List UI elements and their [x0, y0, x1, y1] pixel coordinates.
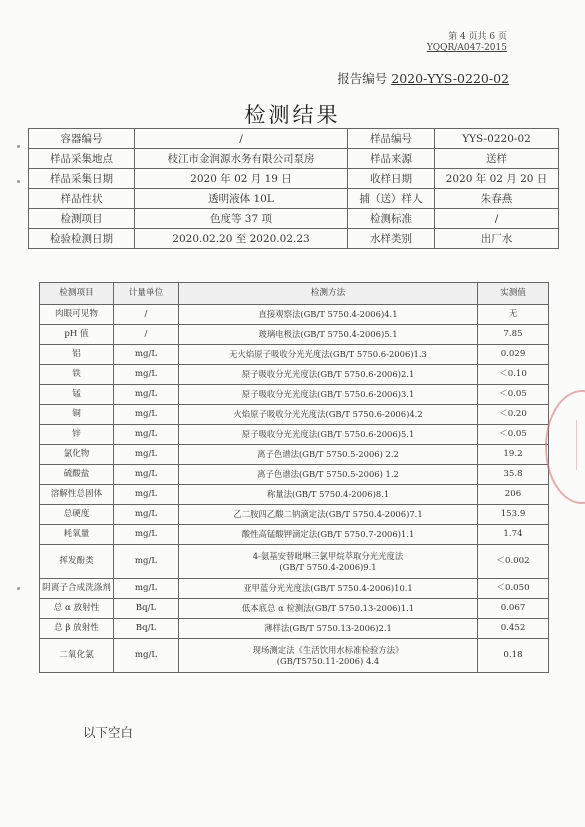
result-unit: mg/L — [114, 485, 179, 505]
info-row — [29, 189, 559, 209]
info-value: 2020.02.20 至 2020.02.23 — [135, 229, 348, 249]
result-method: 直接观察法(GB/T 5750.4-2006)4.1 — [179, 305, 478, 325]
result-method: 无火焰原子吸收分光光度法(GB/T 5750.6-2006)1.3 — [179, 345, 478, 365]
binding-hole-dot — [17, 180, 20, 183]
result-row — [40, 385, 549, 405]
info-row — [29, 169, 559, 189]
header-value: 实测值 — [478, 283, 549, 305]
info-label: 捕（送）样人 — [348, 189, 435, 209]
result-item: 铁 — [40, 365, 114, 385]
page-number: 第 4 页共 6 页 — [448, 32, 507, 42]
results-table — [39, 282, 549, 673]
result-row — [40, 639, 549, 673]
page-info — [427, 32, 507, 54]
page-title: 检测结果 — [244, 103, 341, 127]
result-item: 锰 — [40, 385, 114, 405]
result-method: 原子吸收分光光度法(GB/T 5750.6-2006)2.1 — [179, 365, 478, 385]
info-label: 收样日期 — [348, 169, 435, 189]
info-label: 水样类别 — [348, 229, 435, 249]
result-row — [40, 405, 549, 425]
result-row — [40, 579, 549, 599]
info-value: 出厂水 — [435, 229, 559, 249]
result-value: 0.452 — [478, 619, 549, 639]
result-unit: mg/L — [114, 425, 179, 445]
result-method: 酸性高锰酸钾滴定法(GB/T 5750.7-2006)1.1 — [179, 525, 478, 545]
result-value: 0.067 — [478, 599, 549, 619]
result-item: 阴离子合成洗涤剂 — [40, 579, 114, 599]
report-number — [337, 69, 509, 87]
result-item: 铝 — [40, 345, 114, 365]
result-method: 称量法(GB/T 5750.4-2006)8.1 — [179, 485, 478, 505]
result-value: 0.029 — [478, 345, 549, 365]
result-unit: mg/L — [114, 525, 179, 545]
stamp-seal-mark — [576, 420, 585, 470]
result-unit: mg/L — [114, 579, 179, 599]
info-label: 检测项目 — [29, 209, 135, 229]
result-method: 原子吸收分光光度法(GB/T 5750.6-2006)3.1 — [179, 385, 478, 405]
result-item: 氯化物 — [40, 445, 114, 465]
result-value: ＜0.05 — [478, 385, 549, 405]
header-unit: 计量单位 — [114, 283, 179, 305]
result-method: 亚甲蓝分光光度法(GB/T 5750.4-2006)10.1 — [179, 579, 478, 599]
header-item: 检测项目 — [40, 283, 114, 305]
info-value: / — [135, 129, 348, 149]
result-value: 1.74 — [478, 525, 549, 545]
result-row — [40, 365, 549, 385]
result-item: 挥发酚类 — [40, 545, 114, 579]
result-method: 低本底总 α 检测法(GB/T 5750.13-2006)1.1 — [179, 599, 478, 619]
result-item: 铜 — [40, 405, 114, 425]
binding-hole-dot — [17, 145, 20, 148]
result-method: 乙二胺四乙酸二钠滴定法(GB/T 5750.4-2006)7.1 — [179, 505, 478, 525]
report-number-value: 2020-YYS-0220-02 — [391, 71, 509, 86]
result-row — [40, 325, 549, 345]
info-label: 样品性状 — [29, 189, 135, 209]
result-unit: mg/L — [114, 385, 179, 405]
info-label: 容器编号 — [29, 129, 135, 149]
result-method: 原子吸收分光光度法(GB/T 5750.6-2006)5.1 — [179, 425, 478, 445]
result-value: ＜0.05 — [478, 425, 549, 445]
result-unit: mg/L — [114, 639, 179, 673]
result-method: 玻璃电极法(GB/T 5750.4-2006)5.1 — [179, 325, 478, 345]
info-label: 样品采集地点 — [29, 149, 135, 169]
result-unit: mg/L — [114, 545, 179, 579]
result-value: 无 — [478, 305, 549, 325]
result-row — [40, 619, 549, 639]
result-value: 19.2 — [478, 445, 549, 465]
info-label: 样品采集日期 — [29, 169, 135, 189]
info-label: 样品编号 — [348, 129, 435, 149]
result-row — [40, 305, 549, 325]
result-value: ＜0.002 — [478, 545, 549, 579]
blank-below-note: 以下空白 — [83, 725, 134, 740]
result-row — [40, 525, 549, 545]
info-value: 枝江市金润源水务有限公司泵房 — [135, 149, 348, 169]
result-row — [40, 485, 549, 505]
result-value: ＜0.10 — [478, 365, 549, 385]
result-row — [40, 425, 549, 445]
info-label: 检验检测日期 — [29, 229, 135, 249]
header-method: 检测方法 — [179, 283, 478, 305]
result-method: 火焰原子吸收分光光度法(GB/T 5750.6-2006)4.2 — [179, 405, 478, 425]
result-value: ＜0.20 — [478, 405, 549, 425]
result-method: 薄样法(GB/T 5750.13-2006)2.1 — [179, 619, 478, 639]
info-value: 2020 年 02 月 20 日 — [435, 169, 559, 189]
result-item: 总 β 放射性 — [40, 619, 114, 639]
result-unit: mg/L — [114, 345, 179, 365]
result-row — [40, 599, 549, 619]
info-label: 样品来源 — [348, 149, 435, 169]
result-item: 硫酸盐 — [40, 465, 114, 485]
result-unit: mg/L — [114, 405, 179, 425]
result-row — [40, 545, 549, 579]
result-item: 二氧化氯 — [40, 639, 114, 673]
result-item: 总硬度 — [40, 505, 114, 525]
result-unit: mg/L — [114, 505, 179, 525]
info-label: 检测标准 — [348, 209, 435, 229]
results-header-row — [40, 283, 549, 305]
info-value: / — [435, 209, 559, 229]
info-value: 朱春燕 — [435, 189, 559, 209]
info-value: 送样 — [435, 149, 559, 169]
result-unit: mg/L — [114, 445, 179, 465]
result-method: 离子色谱法(GB/T 5750.5-2006) 2.2 — [179, 445, 478, 465]
info-row — [29, 129, 559, 149]
info-value: 色度等 37 项 — [135, 209, 348, 229]
binding-hole-dot — [17, 587, 20, 590]
result-method: 离子色谱法(GB/T 5750.5-2006) 1.2 — [179, 465, 478, 485]
result-unit: / — [114, 325, 179, 345]
result-value: ＜0.050 — [478, 579, 549, 599]
result-row — [40, 445, 549, 465]
result-value: 206 — [478, 485, 549, 505]
result-row — [40, 505, 549, 525]
info-value: 透明液体 10L — [135, 189, 348, 209]
result-method: 4-氨基安替吡啉三氯甲烷萃取分光光度法 (GB/T 5750.4-2006)9.1 — [179, 545, 478, 579]
result-value: 153.9 — [478, 505, 549, 525]
result-row — [40, 345, 549, 365]
result-item: 锌 — [40, 425, 114, 445]
result-item: pH 值 — [40, 325, 114, 345]
result-item: 耗氧量 — [40, 525, 114, 545]
result-item: 肉眼可见物 — [40, 305, 114, 325]
result-item: 溶解性总固体 — [40, 485, 114, 505]
info-value: 2020 年 02 月 19 日 — [135, 169, 348, 189]
info-row — [29, 209, 559, 229]
result-unit: Bq/L — [114, 619, 179, 639]
document-code: YQQR/A047-2015 — [426, 43, 507, 53]
info-row — [29, 229, 559, 249]
sample-info-table — [28, 128, 559, 249]
report-number-label: 报告编号 — [337, 71, 388, 86]
result-method: 现场测定法《生活饮用水标准检验方法》 (GB/T5750.11-2006) 4.4 — [179, 639, 478, 673]
info-row — [29, 149, 559, 169]
result-row — [40, 465, 549, 485]
result-unit: mg/L — [114, 465, 179, 485]
info-value: YYS-0220-02 — [435, 129, 559, 149]
result-unit: mg/L — [114, 365, 179, 385]
result-value: 35.8 — [478, 465, 549, 485]
result-value: 7.85 — [478, 325, 549, 345]
result-unit: Bq/L — [114, 599, 179, 619]
result-item: 总 α 放射性 — [40, 599, 114, 619]
result-value: 0.18 — [478, 639, 549, 673]
result-unit: / — [114, 305, 179, 325]
